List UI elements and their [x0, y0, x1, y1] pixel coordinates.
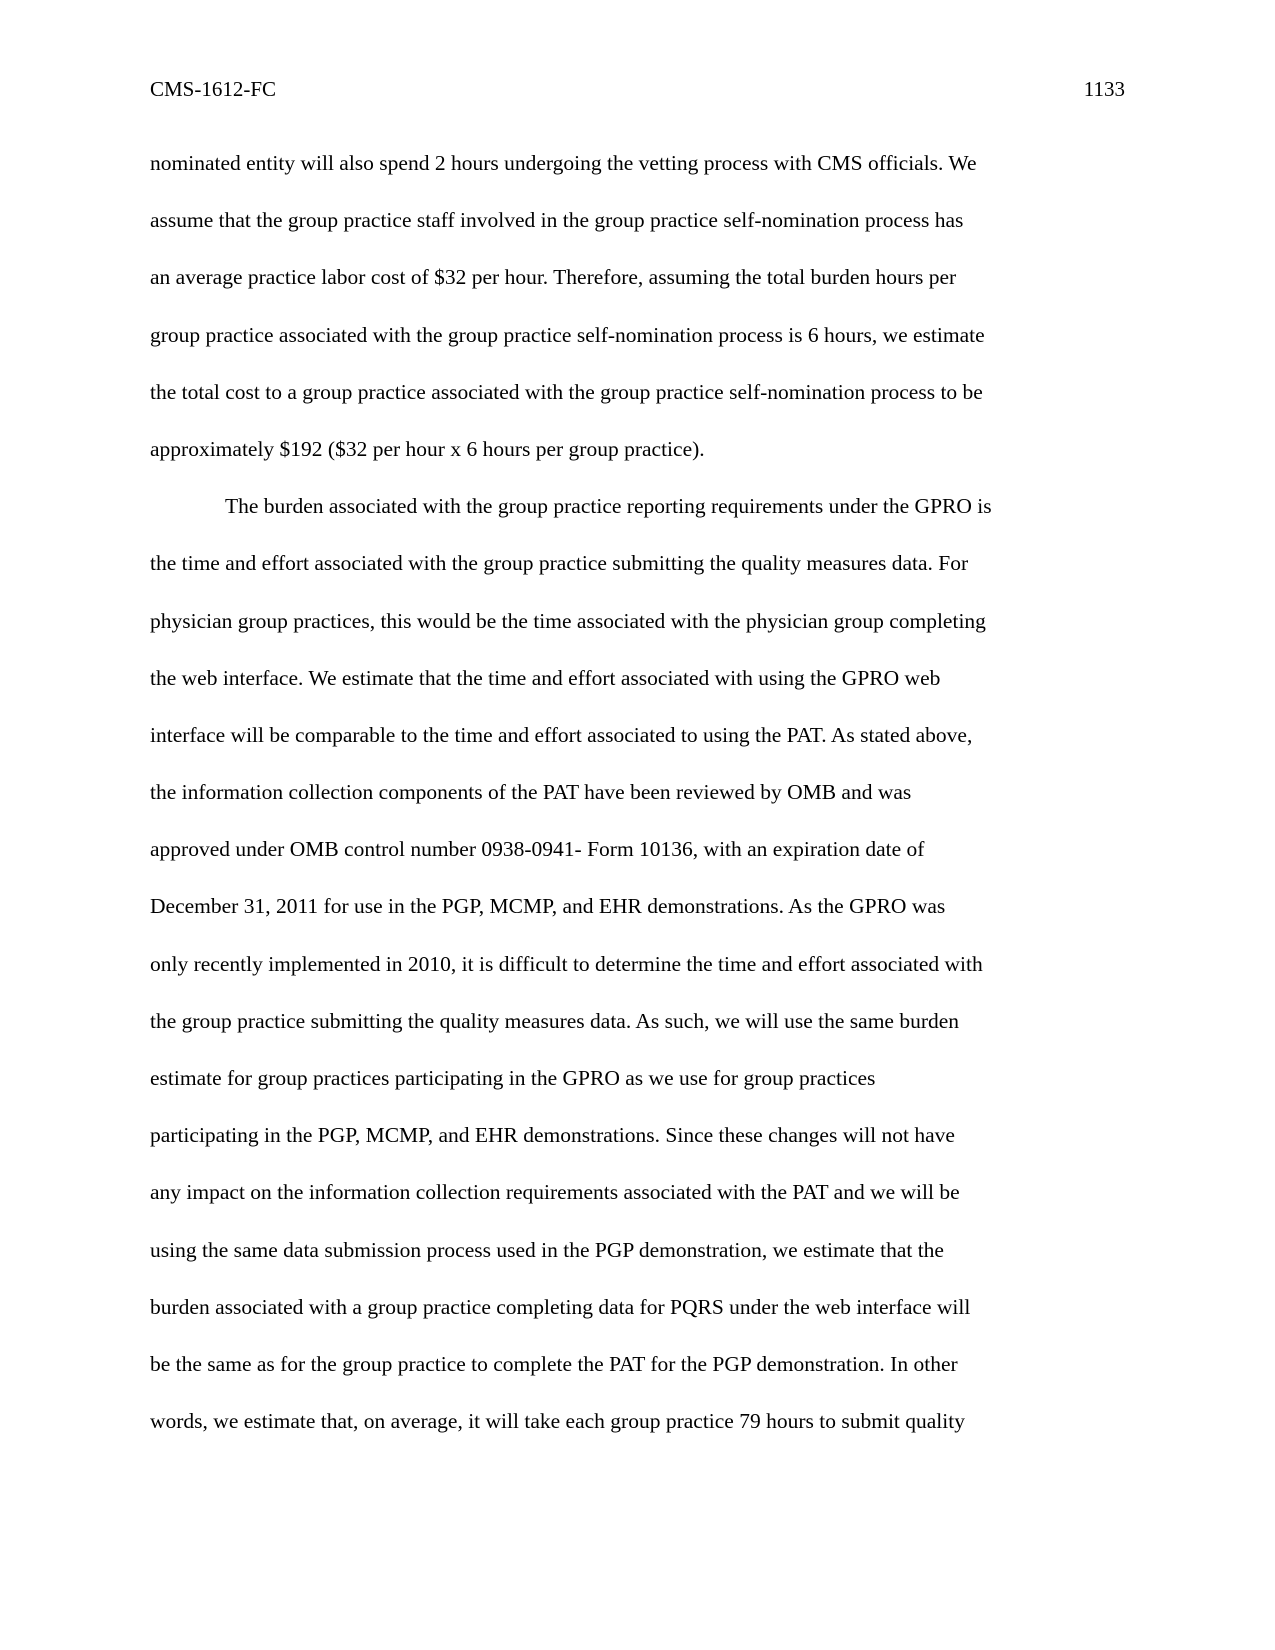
text-line: estimate for group practices participating in the GPRO as we use for group practices — [150, 1066, 876, 1090]
text-line: group practice associated with the group practice self-nomination process is 6 hours, we estimate — [150, 322, 985, 347]
text-line: approximately $192 ($32 per hour x 6 hours per group practice). — [150, 436, 705, 461]
text-line: be the same as for the group practice to complete the PAT for the PGP demonstration. In other — [150, 1351, 958, 1376]
text-line: interface will be comparable to the time and effort associated to using the PAT. As stated above, — [150, 722, 973, 747]
text-line: the group practice submitting the quality measures data. As such, we will use the same burden — [150, 1008, 960, 1033]
page-number: 1133 — [1083, 77, 1125, 101]
text-line: nominated entity will also spend 2 hours undergoing the vetting process with CMS officials. We — [150, 151, 977, 175]
text-line: the web interface. We estimate that the time and effort associated with using the GPRO web — [150, 665, 941, 690]
text-line: using the same data submission process used in the PGP demonstration, we estimate that the — [150, 1237, 944, 1262]
document-id: CMS-1612-FC — [150, 77, 277, 101]
body-text — [150, 148, 1125, 1463]
text-line: physician group practices, this would be the time associated with the physician group completing — [150, 608, 986, 633]
text-line: words, we estimate that, on average, it will take each group practice 79 hours to submit quality — [150, 1409, 965, 1434]
text-line: the information collection components of the PAT have been reviewed by OMB and was — [150, 780, 912, 805]
page-header — [150, 74, 1125, 104]
paragraph-first-line: The burden associated with the group practice reporting requirements under the GPRO is — [225, 494, 992, 519]
text-line: approved under OMB control number 0938-0941- Form 10136, with an expiration date of — [150, 837, 925, 862]
text-line: the total cost to a group practice associated with the group practice self-nomination process to be — [150, 379, 983, 404]
text-line: any impact on the information collection requirements associated with the PAT and we will be — [150, 1180, 960, 1205]
text-line: participating in the PGP, MCMP, and EHR demonstrations. Since these changes will not have — [150, 1123, 955, 1148]
text-line: an average practice labor cost of $32 per hour. Therefore, assuming the total burden hours per — [150, 265, 957, 290]
text-line: assume that the group practice staff involved in the group practice self-nomination process has — [150, 208, 964, 233]
text-line: December 31, 2011 for use in the PGP, MCMP, and EHR demonstrations. As the GPRO was — [150, 894, 946, 919]
text-line: burden associated with a group practice completing data for PQRS under the web interface will — [150, 1294, 971, 1319]
text-line: the time and effort associated with the group practice submitting the quality measures data. For — [150, 551, 969, 576]
text-line: only recently implemented in 2010, it is difficult to determine the time and effort associated with — [150, 951, 983, 976]
